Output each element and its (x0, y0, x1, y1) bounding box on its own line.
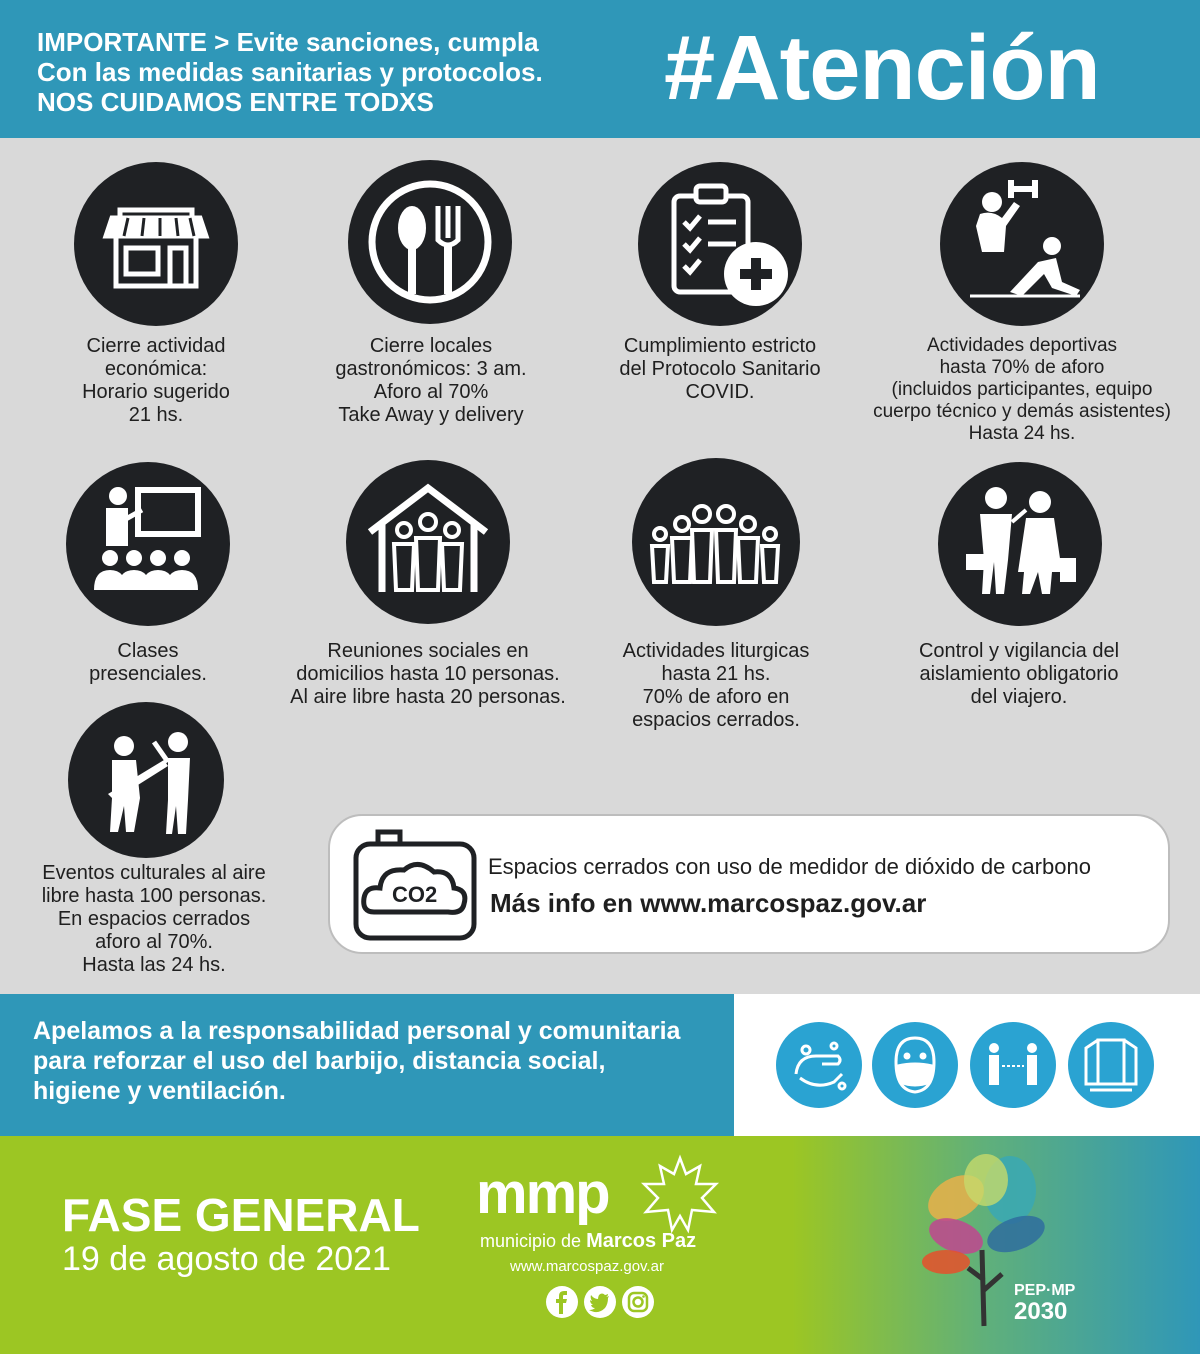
caption-line: libre hasta 100 personas. (41, 885, 267, 907)
face-mask-icon (872, 1022, 958, 1108)
caption-gastronomy (300, 335, 562, 427)
footer (0, 1136, 1200, 1354)
caption-traveler-control (894, 640, 1144, 709)
caption-line: Hasta las 24 hs. (82, 954, 226, 976)
caption-line: Actividades deportivas (926, 335, 1118, 356)
caption-line: Control y vigilancia del (918, 640, 1120, 662)
travelers-icon (938, 462, 1102, 626)
co2-description: Espacios cerrados con uso de medidor de dióxido de carbono (488, 854, 1091, 879)
caption-line: Clases (117, 640, 179, 662)
pep-year: 2030 (1014, 1298, 1068, 1325)
header-banner (0, 0, 1200, 138)
co2-label: CO2 (392, 882, 438, 907)
caption-line: económica: (104, 358, 208, 380)
header-message (37, 27, 543, 117)
caption-line: Cierre actividad (86, 335, 226, 357)
leaf-icon (638, 1154, 722, 1234)
caption-line: presenciales. (89, 663, 207, 685)
caption-protocol (598, 335, 842, 404)
store-icon (74, 162, 238, 326)
appeal-message (33, 1016, 680, 1106)
caption-line: Eventos culturales al aire (42, 862, 266, 884)
caption-line: hasta 21 hs. (661, 663, 771, 685)
caption-line: Actividades liturgicas (622, 640, 810, 662)
website-url[interactable]: www.marcospaz.gov.ar (510, 1258, 664, 1275)
handwash-icon (776, 1022, 862, 1108)
prevention-icons (734, 994, 1200, 1136)
caption-line: espacios cerrados. (632, 709, 800, 731)
mmp-logo: mmp (476, 1161, 609, 1226)
house-people-icon (346, 460, 510, 624)
header-line-3: NOS CUIDAMOS ENTRE TODXS (37, 87, 434, 117)
appeal-line-3: higiene y ventilación. (33, 1077, 286, 1105)
hashtag-title: #Atención (664, 17, 1100, 119)
co2-info-box (328, 814, 1170, 954)
phase-title: FASE GENERAL (62, 1189, 420, 1241)
caption-social-meetings (268, 640, 588, 709)
clipboard-plus-icon (638, 162, 802, 326)
caption-line: Hasta 24 hs. (968, 423, 1076, 444)
caption-classes (62, 640, 234, 686)
caption-cultural-events (26, 862, 282, 977)
caption-line: Al aire libre hasta 20 personas. (290, 686, 566, 708)
caption-line: aforo al 70%. (95, 931, 213, 953)
more-info-link[interactable]: Más info en www.marcospaz.gov.ar (490, 888, 927, 918)
caption-line: aislamiento obligatorio (919, 663, 1119, 685)
caption-sports (850, 335, 1194, 445)
caption-line: Cierre locales (369, 335, 493, 357)
sports-icon (940, 162, 1104, 326)
caption-line: (incluidos participantes, equipo (891, 379, 1153, 400)
municipio-name (480, 1230, 696, 1253)
header-line-1: IMPORTANTE > Evite sanciones, cumpla (37, 27, 539, 57)
caption-line: cuerpo técnico y demás asistentes) (873, 401, 1171, 422)
caption-economic-closure (60, 335, 252, 427)
ventilation-icon (1068, 1022, 1154, 1108)
caption-line: del Protocolo Sanitario (619, 358, 821, 380)
caption-line: domicilios hasta 10 personas. (296, 663, 560, 685)
header-line-2: Con las medidas sanitarias y protocolos. (37, 57, 543, 87)
caption-line: 21 hs. (128, 404, 184, 426)
caption-line: Take Away y delivery (338, 404, 524, 426)
pep-label: PEP·MP (1014, 1282, 1076, 1299)
caption-line: del viajero. (970, 686, 1068, 708)
appeal-banner (0, 994, 734, 1136)
appeal-line-2: para reforzar el uso del barbijo, distancia social, (33, 1047, 606, 1075)
classroom-icon (66, 462, 230, 626)
co2-meter-icon (352, 828, 480, 942)
phase-date: 19 de agosto de 2021 (62, 1240, 391, 1278)
caption-line: gastronómicos: 3 am. (335, 358, 527, 380)
caption-line: Aforo al 70% (373, 381, 489, 403)
caption-line: Cumplimiento estricto (623, 335, 817, 357)
caption-line: 70% de aforo en (642, 686, 790, 708)
caption-line: En espacios cerrados (57, 908, 251, 930)
crowd-icon (632, 458, 800, 626)
municipio-prefix: municipio de (480, 1231, 582, 1251)
caption-liturgical (596, 640, 836, 732)
caption-line: Reuniones sociales en (327, 640, 529, 662)
instagram-icon[interactable] (622, 1286, 654, 1318)
spoon-fork-icon (348, 160, 512, 324)
caption-line: Horario sugerido (82, 381, 230, 403)
caption-line: COVID. (685, 381, 755, 403)
twitter-icon[interactable] (584, 1286, 616, 1318)
appeal-line-1: Apelamos a la responsabilidad personal y comunitaria (33, 1017, 681, 1045)
facebook-icon[interactable] (546, 1286, 578, 1318)
municipio-city: Marcos Paz (586, 1230, 697, 1252)
social-distance-icon (970, 1022, 1056, 1108)
musicians-icon (68, 702, 224, 858)
caption-line: hasta 70% de aforo (939, 357, 1105, 378)
